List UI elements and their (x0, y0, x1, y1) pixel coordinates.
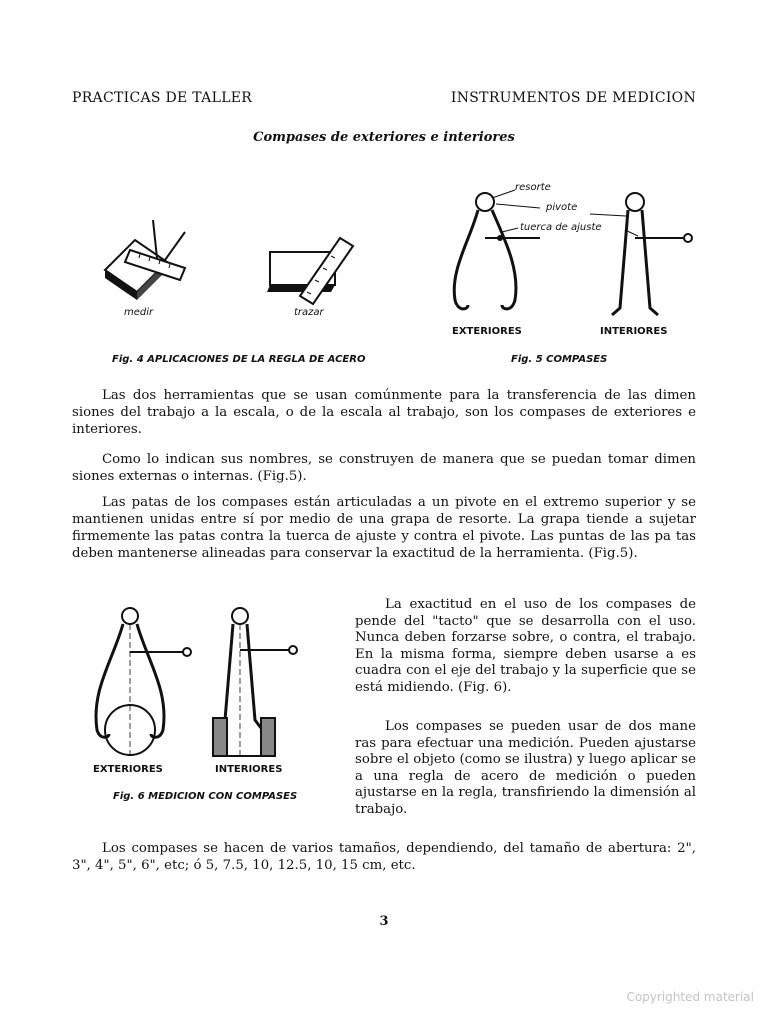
copyright-watermark: Copyrighted material (626, 990, 754, 1004)
label-resorte: resorte (515, 182, 551, 193)
label-exteriores-fig6: EXTERIORES (93, 764, 163, 775)
inside-caliper-drawing (612, 193, 692, 315)
figure-6-illustration (85, 600, 300, 760)
label-medir: medir (124, 307, 154, 318)
paragraph-3: Las patas de los compases están articuladas a un pivote en el extremo superior y se mantienen unidas entre sí por medio de una grapa de resorte. La grapa tiende a sujetar firmemente las patas contra la tuerca de ajuste y contra el pivote. Las puntas de las pa tas deben mantenerse alineadas para conservar la exactitud de la herramienta. (Fig.5). (72, 495, 696, 561)
label-interiores-fig5: INTERIORES (600, 326, 668, 337)
page-number: 3 (379, 914, 389, 929)
label-trazar: trazar (294, 307, 324, 318)
figure-4-caption: Fig. 4 APLICACIONES DE LA REGLA DE ACERO (112, 354, 366, 365)
label-tuerca-de-ajuste: tuerca de ajuste (520, 222, 602, 233)
outside-caliper-drawing (454, 193, 540, 309)
running-header-left: PRACTICAS DE TALLER (72, 90, 253, 106)
rule-measuring-drawing (105, 220, 185, 300)
label-pivote: pivote (546, 202, 578, 213)
figure-5-caption: Fig. 5 COMPASES (511, 354, 608, 365)
figure-4-illustration (95, 210, 385, 310)
label-exteriores-fig5: EXTERIORES (452, 326, 522, 337)
column-paragraph-2: Los compases se pueden usar de dos mane ras para efectuar una medición. Pueden ajustarse sobre el objeto (como se ilustra) y luego aplicar se a una regla de acero de medición o pueden ajustarse en la regla, transfiriendo la dimensión al trabajo. (355, 719, 696, 817)
paragraph-1: Las dos herramientas que se usan comúnmente para la transferencia de las dimen siones del trabajo a la escala, o de la escala al trabajo, son los compases de exteriores e interiores. (72, 388, 696, 437)
section-title: Compases de exteriores e interiores (253, 130, 515, 145)
inside-caliper-in-bore-drawing (213, 608, 297, 758)
outside-caliper-on-cylinder-drawing (96, 608, 191, 758)
column-paragraph-1: La exactitud en el uso de los compases de pende del "tacto" que se desarrolla con el uso. Nunca deben forzarse sobre, o contra, el trabajo. En la misma forma, siempre deben usarse a es cuadra con el eje del trabajo y la superficie que se está midiendo. (Fig. 6). (355, 597, 696, 695)
figure-6-caption: Fig. 6 MEDICION CON COMPASES (113, 791, 298, 802)
label-interiores-fig6: INTERIORES (215, 764, 283, 775)
closing-paragraph: Los compases se hacen de varios tamaños, dependiendo, del tamaño de abertura: 2", 3", 4", 5", 6", etc; ó 5, 7.5, 10, 12.5, 10, 15 cm, etc. (72, 841, 696, 873)
rule-scribing-drawing (267, 238, 353, 304)
running-header-right: INSTRUMENTOS DE MEDICION (450, 90, 696, 106)
paragraph-2: Como lo indican sus nombres, se construyen de manera que se puedan tomar dimen siones externas o internas. (Fig.5). (72, 452, 696, 484)
